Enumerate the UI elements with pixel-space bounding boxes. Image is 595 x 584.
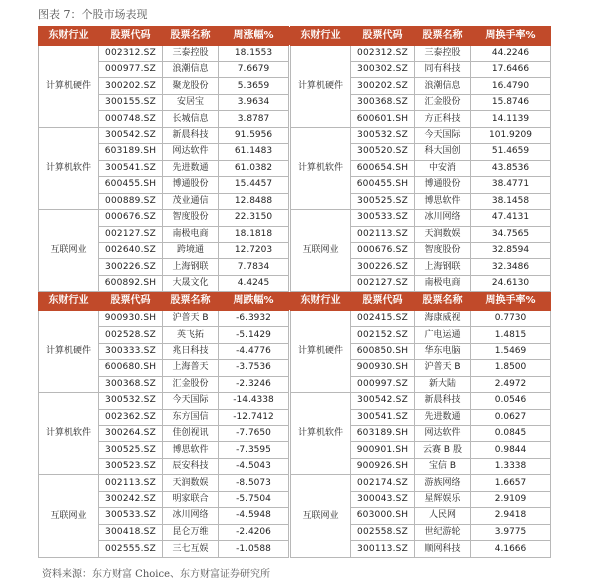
stock-name: 新晨科技 <box>415 393 471 409</box>
stock-code: 002415.SZ <box>351 310 415 326</box>
stock-code: 603189.SH <box>99 144 163 160</box>
stock-name: 汇金股份 <box>163 376 219 392</box>
stock-name: 兆日科技 <box>163 343 219 359</box>
sector-cell: 计算机硬件 <box>291 45 351 127</box>
stock-code: 300302.SZ <box>351 61 415 77</box>
stock-code: 900930.SH <box>351 360 415 376</box>
stock-code: 600455.SH <box>351 177 415 193</box>
weekly-change: 91.5956 <box>219 127 289 143</box>
column-gap <box>289 61 291 77</box>
column-gap <box>289 259 291 275</box>
stock-code: 002127.SZ <box>99 226 163 242</box>
weekly-turnover: 0.9844 <box>471 442 551 458</box>
weekly-change: -4.5948 <box>219 508 289 524</box>
column-header: 周涨幅% <box>219 27 289 46</box>
table-row <box>39 45 551 61</box>
stock-code: 603189.SH <box>351 426 415 442</box>
stock-code: 300525.SZ <box>351 193 415 209</box>
weekly-turnover: 38.1458 <box>471 193 551 209</box>
weekly-change: 4.4245 <box>219 275 289 291</box>
stock-code: 300532.SZ <box>351 127 415 143</box>
sector-cell: 计算机硬件 <box>291 310 351 392</box>
weekly-turnover: 0.0546 <box>471 393 551 409</box>
weekly-change: -8.5073 <box>219 475 289 491</box>
weekly-turnover: 32.3486 <box>471 259 551 275</box>
stock-code: 300523.SZ <box>99 458 163 474</box>
weekly-change: 12.8488 <box>219 193 289 209</box>
weekly-turnover: 0.7730 <box>471 310 551 326</box>
header-row <box>39 292 551 311</box>
stock-name: 聚龙股份 <box>163 78 219 94</box>
weekly-change: 7.6679 <box>219 61 289 77</box>
sector-cell: 计算机软件 <box>39 393 99 475</box>
sector-cell: 计算机软件 <box>291 127 351 209</box>
weekly-turnover: 32.8594 <box>471 242 551 258</box>
stock-code: 300043.SZ <box>351 491 415 507</box>
stock-code: 300533.SZ <box>351 210 415 226</box>
stock-code: 300520.SZ <box>351 144 415 160</box>
stock-code: 600654.SH <box>351 160 415 176</box>
stock-name: 冰川网络 <box>415 210 471 226</box>
stock-code: 300541.SZ <box>351 409 415 425</box>
stock-name: 顺网科技 <box>415 541 471 558</box>
stock-code: 300542.SZ <box>99 127 163 143</box>
weekly-change: 61.0382 <box>219 160 289 176</box>
weekly-turnover: 2.9418 <box>471 508 551 524</box>
weekly-turnover: 44.2246 <box>471 45 551 61</box>
weekly-change: -7.7650 <box>219 426 289 442</box>
weekly-change: 18.1553 <box>219 45 289 61</box>
stock-name: 上海钢联 <box>163 259 219 275</box>
stock-code: 300155.SZ <box>99 94 163 110</box>
stock-performance-table <box>38 26 551 558</box>
weekly-turnover: 1.8500 <box>471 360 551 376</box>
stock-name: 昆仑万维 <box>163 524 219 540</box>
weekly-turnover: 0.0627 <box>471 409 551 425</box>
weekly-turnover: 1.4815 <box>471 327 551 343</box>
column-header: 股票代码 <box>351 27 415 46</box>
weekly-turnover: 1.3338 <box>471 458 551 474</box>
weekly-turnover: 34.7565 <box>471 226 551 242</box>
stock-code: 603000.SH <box>351 508 415 524</box>
stock-name: 同有科技 <box>415 61 471 77</box>
stock-name: 中安消 <box>415 160 471 176</box>
stock-code: 300242.SZ <box>99 491 163 507</box>
stock-name: 博思软件 <box>163 442 219 458</box>
weekly-change: 22.3150 <box>219 210 289 226</box>
weekly-turnover: 1.6657 <box>471 475 551 491</box>
weekly-turnover: 2.4972 <box>471 376 551 392</box>
column-header: 股票名称 <box>163 27 219 46</box>
stock-name: 网达软件 <box>163 144 219 160</box>
table-row <box>39 127 551 143</box>
column-gap <box>289 491 291 507</box>
column-header: 周换手率% <box>471 292 551 311</box>
stock-code: 300113.SZ <box>351 541 415 558</box>
weekly-turnover: 14.1139 <box>471 111 551 127</box>
stock-code: 600455.SH <box>99 177 163 193</box>
stock-name: 海康威视 <box>415 310 471 326</box>
stock-name: 跨境通 <box>163 242 219 258</box>
stock-name: 浪潮信息 <box>163 61 219 77</box>
stock-name: 安居宝 <box>163 94 219 110</box>
weekly-change: 3.8787 <box>219 111 289 127</box>
stock-code: 600850.SH <box>351 343 415 359</box>
stock-name: 广电运通 <box>415 327 471 343</box>
table-row <box>39 393 551 409</box>
column-gap <box>289 275 291 291</box>
stock-code: 002640.SZ <box>99 242 163 258</box>
weekly-turnover: 4.1666 <box>471 541 551 558</box>
weekly-change: -6.3932 <box>219 310 289 326</box>
column-gap <box>289 94 291 110</box>
column-gap <box>289 376 291 392</box>
weekly-change: 7.7834 <box>219 259 289 275</box>
stock-code: 002555.SZ <box>99 541 163 558</box>
column-gap <box>289 409 291 425</box>
stock-code: 000889.SZ <box>99 193 163 209</box>
stock-name: 汇金股份 <box>415 94 471 110</box>
weekly-turnover: 101.9209 <box>471 127 551 143</box>
stock-name: 新晨科技 <box>163 127 219 143</box>
weekly-change: -1.0588 <box>219 541 289 558</box>
column-gap <box>289 327 291 343</box>
column-gap <box>289 177 291 193</box>
stock-code: 300264.SZ <box>99 426 163 442</box>
sector-cell: 互联网业 <box>291 210 351 292</box>
weekly-change: -2.3246 <box>219 376 289 392</box>
weekly-turnover: 24.6130 <box>471 275 551 291</box>
stock-code: 300202.SZ <box>99 78 163 94</box>
stock-name: 上海普天 <box>163 360 219 376</box>
weekly-turnover: 51.4659 <box>471 144 551 160</box>
stock-code: 300533.SZ <box>99 508 163 524</box>
stock-name: 智度股份 <box>163 210 219 226</box>
column-gap <box>289 360 291 376</box>
stock-name: 英飞拓 <box>163 327 219 343</box>
stock-code: 300333.SZ <box>99 343 163 359</box>
weekly-change: 61.1483 <box>219 144 289 160</box>
weekly-change: 5.3659 <box>219 78 289 94</box>
column-header: 股票代码 <box>351 292 415 311</box>
column-gap <box>289 508 291 524</box>
stock-code: 002362.SZ <box>99 409 163 425</box>
weekly-change: -5.7504 <box>219 491 289 507</box>
stock-name: 辰安科技 <box>163 458 219 474</box>
weekly-change: -12.7412 <box>219 409 289 425</box>
header-row <box>39 27 551 46</box>
column-gap <box>289 541 291 558</box>
stock-code: 002312.SZ <box>99 45 163 61</box>
stock-name: 三泰控股 <box>415 45 471 61</box>
stock-code: 002152.SZ <box>351 327 415 343</box>
stock-code: 002558.SZ <box>351 524 415 540</box>
column-gap <box>289 242 291 258</box>
stock-code: 000676.SZ <box>99 210 163 226</box>
sector-cell: 互联网业 <box>39 475 99 558</box>
stock-name: 三七互娱 <box>163 541 219 558</box>
stock-name: 新大陆 <box>415 376 471 392</box>
stock-code: 300542.SZ <box>351 393 415 409</box>
weekly-change: -3.7536 <box>219 360 289 376</box>
sector-cell: 计算机软件 <box>291 393 351 475</box>
column-header: 周跌幅% <box>219 292 289 311</box>
table-body <box>39 27 551 558</box>
column-header: 东财行业 <box>291 27 351 46</box>
stock-name: 上海钢联 <box>415 259 471 275</box>
source-note: 资料来源：东方财富 Choice、东方财富证券研究所 <box>42 569 271 580</box>
stock-name: 智度股份 <box>415 242 471 258</box>
stock-code: 600601.SH <box>351 111 415 127</box>
stock-name: 科大国创 <box>415 144 471 160</box>
stock-name: 明家联合 <box>163 491 219 507</box>
weekly-change: 15.4457 <box>219 177 289 193</box>
weekly-change: 18.1818 <box>219 226 289 242</box>
weekly-turnover: 0.0845 <box>471 426 551 442</box>
stock-name: 天润数娱 <box>415 226 471 242</box>
stock-code: 300202.SZ <box>351 78 415 94</box>
column-header: 股票代码 <box>99 292 163 311</box>
stock-code: 300368.SZ <box>99 376 163 392</box>
column-header: 东财行业 <box>39 27 99 46</box>
stock-code: 300532.SZ <box>99 393 163 409</box>
stock-name: 星辉娱乐 <box>415 491 471 507</box>
weekly-change: -14.4338 <box>219 393 289 409</box>
weekly-change: -5.1429 <box>219 327 289 343</box>
stock-name: 博思软件 <box>415 193 471 209</box>
column-gap <box>289 160 291 176</box>
stock-code: 002113.SZ <box>351 226 415 242</box>
stock-name: 沪普天 B <box>415 360 471 376</box>
stock-name: 长城信息 <box>163 111 219 127</box>
stock-code: 002528.SZ <box>99 327 163 343</box>
weekly-turnover: 1.5469 <box>471 343 551 359</box>
stock-name: 天润数娱 <box>163 475 219 491</box>
sector-cell: 计算机软件 <box>39 127 99 209</box>
stock-name: 世纪游轮 <box>415 524 471 540</box>
stock-code: 600892.SH <box>99 275 163 291</box>
stock-name: 南极电商 <box>163 226 219 242</box>
figure-title: 图表 7：个股市场表现 <box>38 8 148 21</box>
sector-cell: 计算机硬件 <box>39 310 99 392</box>
column-gap <box>289 78 291 94</box>
column-gap <box>289 426 291 442</box>
table-row <box>39 475 551 491</box>
stock-name: 游族网络 <box>415 475 471 491</box>
stock-name: 大晟文化 <box>163 275 219 291</box>
column-header: 股票代码 <box>99 27 163 46</box>
column-gap <box>289 524 291 540</box>
stock-name: 沪普天 B <box>163 310 219 326</box>
stock-code: 900901.SH <box>351 442 415 458</box>
weekly-turnover: 3.9775 <box>471 524 551 540</box>
column-gap <box>289 193 291 209</box>
stock-name: 今天国际 <box>163 393 219 409</box>
stock-name: 今天国际 <box>415 127 471 143</box>
weekly-turnover: 2.9109 <box>471 491 551 507</box>
sector-cell: 互联网业 <box>39 210 99 292</box>
stock-code: 900930.SH <box>99 310 163 326</box>
stock-name: 冰川网络 <box>163 508 219 524</box>
stock-code: 900926.SH <box>351 458 415 474</box>
stock-name: 浪潮信息 <box>415 78 471 94</box>
stock-code: 300541.SZ <box>99 160 163 176</box>
stock-name: 人民网 <box>415 508 471 524</box>
weekly-turnover: 43.8536 <box>471 160 551 176</box>
sector-cell: 计算机硬件 <box>39 45 99 127</box>
weekly-turnover: 47.4131 <box>471 210 551 226</box>
column-gap <box>289 442 291 458</box>
stock-name: 南极电商 <box>415 275 471 291</box>
column-header: 股票名称 <box>415 292 471 311</box>
weekly-change: -7.3595 <box>219 442 289 458</box>
stock-name: 博通股份 <box>415 177 471 193</box>
column-gap <box>289 111 291 127</box>
sector-cell: 互联网业 <box>291 475 351 558</box>
weekly-change: -4.5043 <box>219 458 289 474</box>
stock-code: 000676.SZ <box>351 242 415 258</box>
stock-name: 博通股份 <box>163 177 219 193</box>
stock-name: 华东电脑 <box>415 343 471 359</box>
stock-code: 300226.SZ <box>99 259 163 275</box>
weekly-turnover: 17.6466 <box>471 61 551 77</box>
stock-code: 002113.SZ <box>99 475 163 491</box>
stock-name: 茂业通信 <box>163 193 219 209</box>
weekly-change: -4.4776 <box>219 343 289 359</box>
weekly-turnover: 38.4771 <box>471 177 551 193</box>
stock-code: 002174.SZ <box>351 475 415 491</box>
table-row <box>39 210 551 226</box>
stock-code: 300525.SZ <box>99 442 163 458</box>
column-header: 东财行业 <box>39 292 99 311</box>
stock-code: 000977.SZ <box>99 61 163 77</box>
weekly-turnover: 16.4790 <box>471 78 551 94</box>
stock-name: 东方国信 <box>163 409 219 425</box>
stock-name: 方正科技 <box>415 111 471 127</box>
stock-name: 三泰控股 <box>163 45 219 61</box>
column-gap <box>289 144 291 160</box>
weekly-change: 3.9634 <box>219 94 289 110</box>
stock-code: 002312.SZ <box>351 45 415 61</box>
stock-code: 600680.SH <box>99 360 163 376</box>
column-header: 股票名称 <box>415 27 471 46</box>
weekly-turnover: 15.8746 <box>471 94 551 110</box>
stock-name: 网达软件 <box>415 426 471 442</box>
stock-code: 300226.SZ <box>351 259 415 275</box>
stock-code: 000748.SZ <box>99 111 163 127</box>
column-header: 东财行业 <box>291 292 351 311</box>
stock-code: 000997.SZ <box>351 376 415 392</box>
weekly-change: -2.4206 <box>219 524 289 540</box>
stock-name: 佳创视讯 <box>163 426 219 442</box>
column-gap <box>289 343 291 359</box>
table-row <box>39 310 551 326</box>
stock-name: 宝信 B <box>415 458 471 474</box>
weekly-change: 12.7203 <box>219 242 289 258</box>
column-header: 股票名称 <box>163 292 219 311</box>
stock-code: 002127.SZ <box>351 275 415 291</box>
stock-name: 先进数通 <box>415 409 471 425</box>
stock-name: 云赛 B 股 <box>415 442 471 458</box>
stock-code: 300418.SZ <box>99 524 163 540</box>
stock-code: 300368.SZ <box>351 94 415 110</box>
stock-name: 先进数通 <box>163 160 219 176</box>
column-gap <box>289 226 291 242</box>
column-gap <box>289 458 291 474</box>
column-header: 周换手率% <box>471 27 551 46</box>
